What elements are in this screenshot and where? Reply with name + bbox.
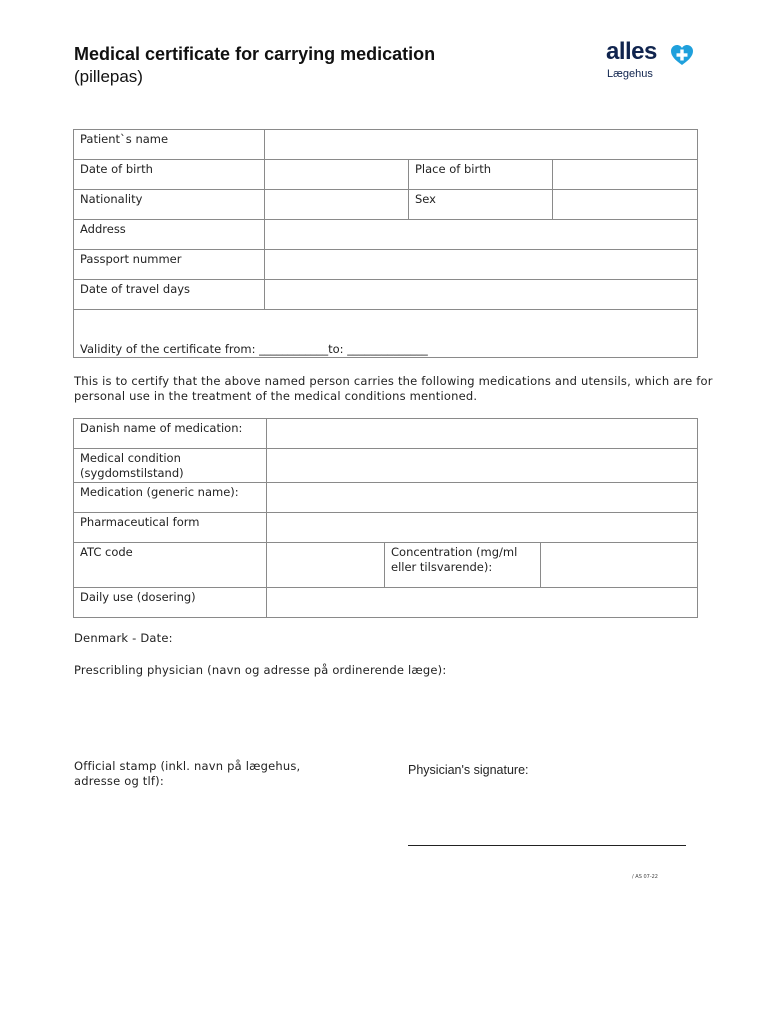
sex-label: Sex — [409, 190, 553, 220]
nationality-label: Nationality — [74, 190, 265, 220]
date-label: Denmark - Date: — [74, 631, 173, 645]
danish-name-label: Danish name of medication: — [74, 419, 267, 449]
medication-table — [73, 418, 698, 618]
table-row — [74, 419, 698, 449]
daily-use-field[interactable] — [267, 588, 698, 618]
table-row — [74, 310, 698, 358]
title-line-2: (pillepas) — [74, 67, 143, 86]
alles-logo — [606, 38, 696, 87]
address-label: Address — [74, 220, 265, 250]
passport-label: Passport nummer — [74, 250, 265, 280]
certify-paragraph: This is to certify that the above named person carries the following medications and utensils, which are for personal use in the treatment of the medical conditions mentioned. — [74, 374, 713, 403]
medical-cross-icon — [670, 44, 694, 66]
patient-name-label: Patient`s name — [74, 130, 265, 160]
passport-field[interactable] — [265, 250, 698, 280]
atc-code-label: ATC code — [74, 543, 267, 588]
table-row — [74, 220, 698, 250]
logo-word: alles — [606, 38, 657, 65]
form-version-code: / AS 07-22 — [632, 874, 658, 880]
medical-condition-field[interactable] — [267, 449, 698, 483]
prescribing-physician-label: Prescribling physician (navn og adresse på ordinerende læge): — [74, 663, 447, 677]
table-row — [74, 280, 698, 310]
travel-days-label: Date of travel days — [74, 280, 265, 310]
sex-field[interactable] — [553, 190, 698, 220]
logo-subtitle: Lægehus — [607, 68, 653, 80]
generic-name-label: Medication (generic name): — [74, 483, 267, 513]
patient-name-field[interactable] — [265, 130, 698, 160]
table-row — [74, 543, 698, 588]
signature-line[interactable] — [408, 845, 686, 846]
pharmaceutical-form-field[interactable] — [267, 513, 698, 543]
table-row — [74, 130, 698, 160]
patient-info-table — [73, 129, 698, 358]
daily-use-label: Daily use (dosering) — [74, 588, 267, 618]
table-row — [74, 513, 698, 543]
address-field[interactable] — [265, 220, 698, 250]
table-row — [74, 190, 698, 220]
medical-condition-label: Medical condition (sygdomstilstand) — [74, 449, 267, 483]
official-stamp-label: Official stamp (inkl. navn på lægehus, adresse og tlf): — [74, 759, 301, 788]
date-of-birth-field[interactable] — [265, 160, 409, 190]
generic-name-field[interactable] — [267, 483, 698, 513]
table-row — [74, 483, 698, 513]
place-of-birth-label: Place of birth — [409, 160, 553, 190]
concentration-label: Concentration (mg/ml eller tilsvarende): — [385, 543, 541, 588]
title-line-1: Medical certificate for carrying medication — [74, 44, 436, 64]
danish-name-field[interactable] — [267, 419, 698, 449]
table-row — [74, 588, 698, 618]
document-title — [74, 44, 435, 87]
table-row — [74, 160, 698, 190]
validity-field[interactable]: Validity of the certificate from: ____________to: ______________ — [74, 310, 698, 358]
date-of-birth-label: Date of birth — [74, 160, 265, 190]
table-row — [74, 449, 698, 483]
atc-code-field[interactable] — [267, 543, 385, 588]
concentration-field[interactable] — [541, 543, 698, 588]
physician-signature-label: Physician's signature: — [408, 763, 529, 777]
travel-days-field[interactable] — [265, 280, 698, 310]
pharmaceutical-form-label: Pharmaceutical form — [74, 513, 267, 543]
table-row — [74, 250, 698, 280]
nationality-field[interactable] — [265, 190, 409, 220]
place-of-birth-field[interactable] — [553, 160, 698, 190]
